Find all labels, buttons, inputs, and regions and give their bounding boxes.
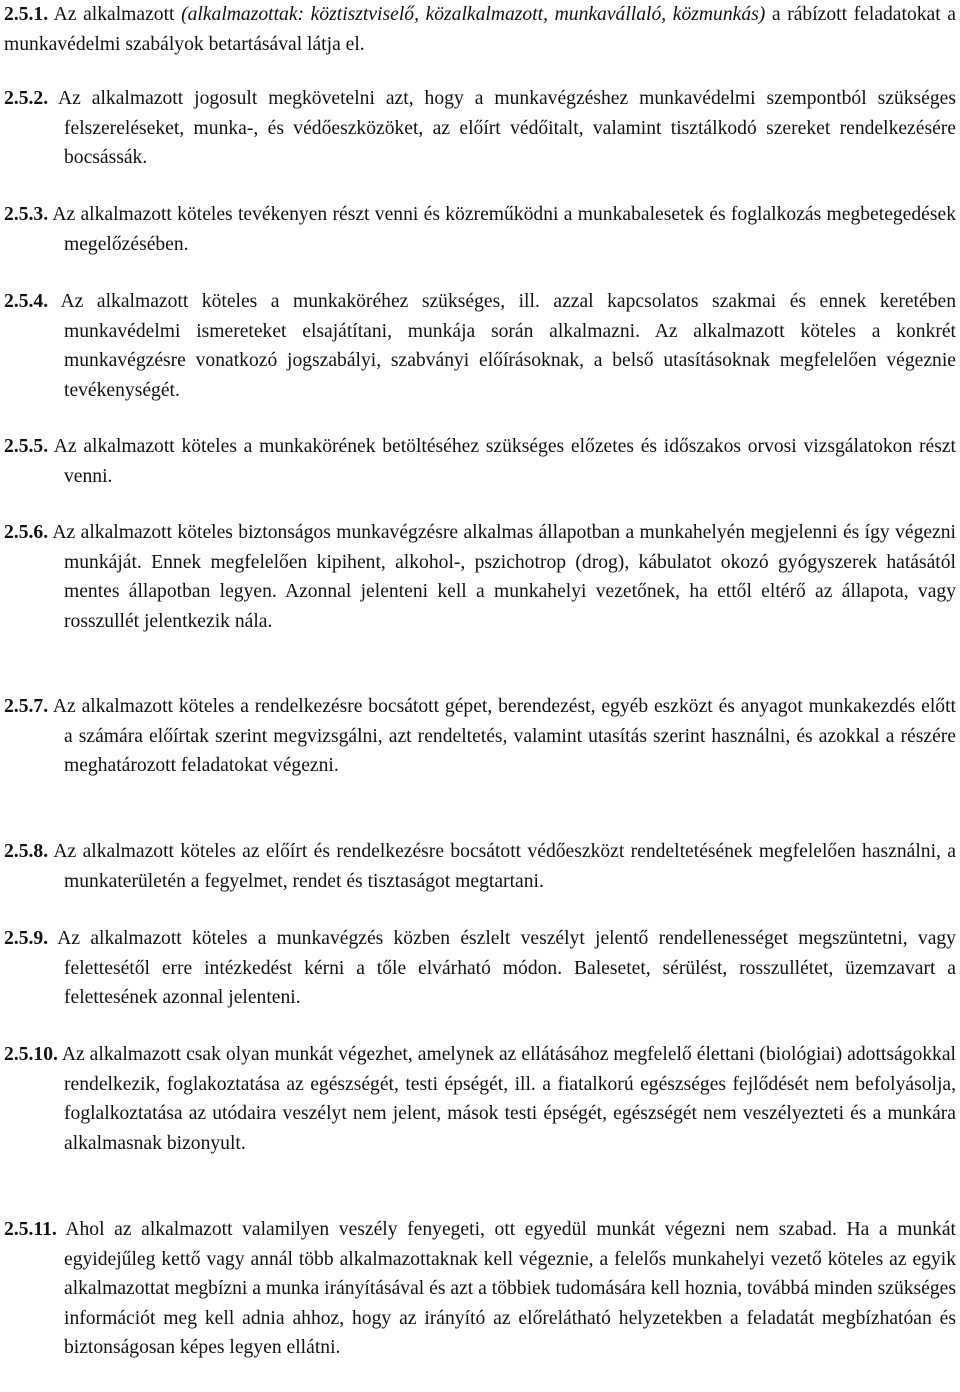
paragraph-2-5-11 — [4, 1215, 956, 1363]
paragraph-text: Az alkalmazott köteles biztonságos munkavégzésre alkalmas állapotban a munkahelyén megjelenni és így végezni munkáját. Ennek megfelelően kipihent, alkohol-, pszichotrop (drog), kábulatot okozó gyógyszerek hatásától mentes állapotban legyen. Azonnal jelenteni kell a munkahelyi vezetőnek, ha ettől eltérő az állapota, vagy rosszullét jelentkezik nála. — [52, 522, 956, 632]
paragraph-text: Az alkalmazott köteles az előírt és rendelkezésre bocsátott védőeszközt rendeltetésének megfelelően használni, a munkaterületén a fegyelmet, rendet és tisztaságot megtartani. — [53, 841, 956, 892]
paragraph-2-5-6 — [4, 518, 956, 636]
paragraph-text: Ahol az alkalmazott valamilyen veszély fenyegeti, ott egyedül munkát végezni nem szabad. Ha a munkát egyidejűleg kettő vagy annál több alkalmazottaknak kell végeznie, a felelős munkahelyi vezető köteles az egyik alkalmazottat megbízni a munka irányításával és azt a többiek tudomására kell hoznia, továbbá minden szükséges információt meg kell adnia ahhoz, hogy az irányító az előrelátható helyzetekben a feladatát megbízhatóan és biztonságosan képes legyen ellátni. — [64, 1219, 956, 1358]
paragraph-number: 2.5.8. — [4, 841, 49, 862]
paragraph-number: 2.5.9. — [4, 928, 49, 949]
paragraph-2-5-7 — [4, 692, 956, 781]
paragraph-2-5-2 — [4, 84, 956, 173]
paragraph-2-5-8 — [4, 837, 956, 896]
paragraph-text: Az alkalmazott csak olyan munkát végezhet, amelynek az ellátásához megfelelő élettani (biológiai) adottságokkal rendelkezik, foglakoztatása az egészségét, testi épségét, ill. a fiatalkorú egészséges fejlődését nem befolyásolja, foglalkoztatása az utódaira veszélyt nem jelent, mások testi épségét, egészségét nem veszélyezteti és a munkára alkalmasnak bizonyult. — [61, 1044, 956, 1154]
paragraph-text: Az alkalmazott köteles tevékenyen részt venni és közreműködni a munkabalesetek és foglalkozás megbetegedések megelőzésében. — [52, 204, 956, 255]
paragraph-number: 2.5.4. — [4, 291, 49, 312]
paragraph-number: 2.5.10. — [4, 1044, 58, 1065]
paragraph-text: Az alkalmazott köteles a munkaköréhez szükséges, ill. azzal kapcsolatos szakmai és ennek keretében munkavédelmi ismereteket elsajátítani, munkája során alkalmazni. Az alkalmazott köteles a konkrét munkavégzésre vonatkozó jogszabályi, szabványi előírásoknak, a belső utasításoknak megfelelően végeznie tevékenységét. — [60, 291, 956, 401]
paragraph-number: 2.5.11. — [4, 1219, 57, 1240]
paragraph-text: Az alkalmazott köteles a munkakörének betöltéséhez szükséges előzetes és időszakos orvosi vizsgálatokon részt venni. — [53, 436, 956, 487]
paragraph-text: Az alkalmazott — [53, 4, 182, 25]
paragraph-number: 2.5.1. — [4, 4, 49, 25]
paragraph-text: Az alkalmazott köteles a munkavégzés közben észlelt veszélyt jelentő rendellenességet megszüntetni, vagy felettesétől erre intézkedést kérni a tőle elvárható módon. Balesetet, sérülést, rosszullétet, üzemzavart a felettesének azonnal jelenteni. — [57, 928, 956, 1008]
paragraph-text: Az alkalmazott köteles a rendelkezésre bocsátott gépet, berendezést, egyéb eszközt és anyagot munkakezdés előtt a számára előírtak szerint megvizsgálni, azt rendeltetés, valamint utasítás szerint használni, és azokkal a részére meghatározott feladatokat végezni. — [52, 696, 956, 776]
paragraph-number: 2.5.7. — [4, 696, 49, 717]
paragraph-2-5-9 — [4, 924, 956, 1013]
paragraph-2-5-3 — [4, 200, 956, 259]
paragraph-number: 2.5.5. — [4, 436, 49, 457]
paragraph-text: Az alkalmazott jogosult megkövetelni azt, hogy a munkavégzéshez munkavédelmi szempontból szükséges felszereléseket, munka-, és védőeszközöket, az előírt védőitalt, valamint tisztálkodó szereket rendelkezésére bocsássák. — [57, 88, 956, 168]
paragraph-2-5-10 — [4, 1040, 956, 1158]
paragraph-number: 2.5.3. — [4, 204, 49, 225]
paragraph-italic-text: (alkalmazottak: köztisztviselő, közalkalmazott, munkavállaló, közmunkás) — [181, 4, 766, 25]
paragraph-text-after: a rábízott feladatokat a munkavédelmi szabályok betartásával látja el. — [4, 4, 956, 55]
paragraph-number: 2.5.2. — [4, 88, 49, 109]
paragraph-2-5-4 — [4, 287, 956, 405]
paragraph-number: 2.5.6. — [4, 522, 49, 543]
paragraph-2-5-5 — [4, 432, 956, 491]
paragraph-2-5-1 — [4, 0, 956, 59]
